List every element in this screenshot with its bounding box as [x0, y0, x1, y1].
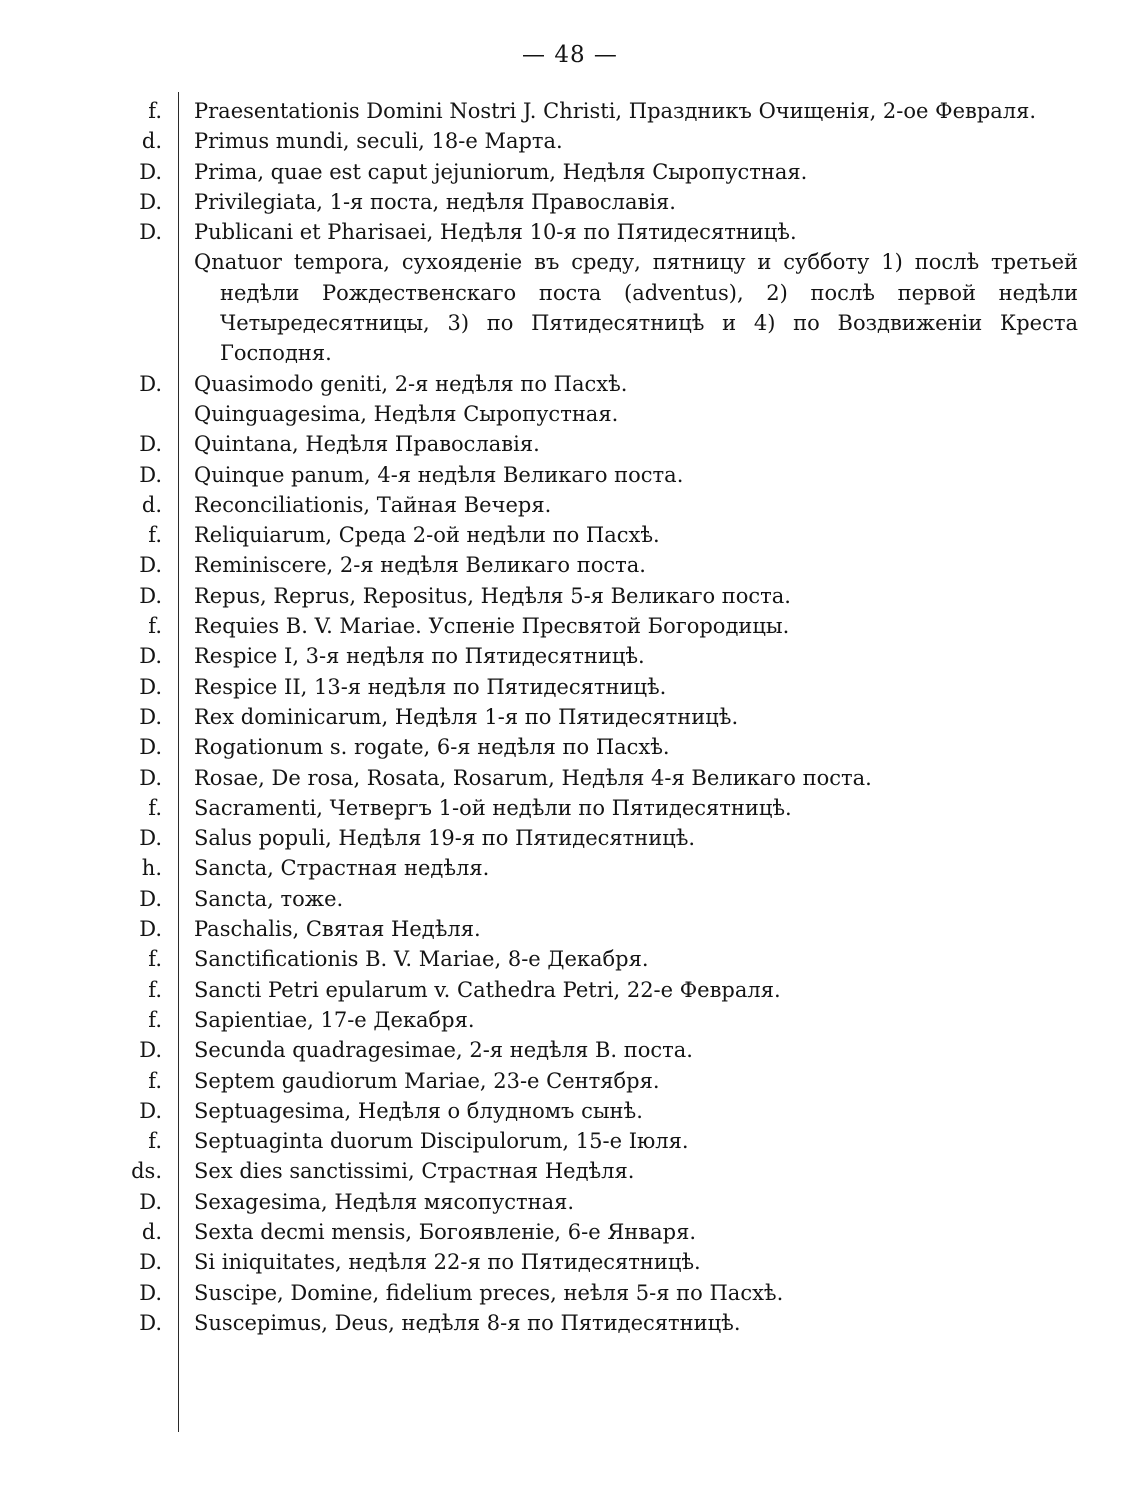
entry-abbreviation: D.: [139, 644, 162, 669]
entry-abbreviation: f.: [148, 99, 162, 123]
entry-row: [0, 520, 1140, 550]
entry-text: Sacramenti, Четвергъ 1-ой недѣли по Пятидесятницѣ.: [194, 795, 792, 820]
entry-text: Sexagesima, Недѣля мясопустная.: [194, 1189, 575, 1214]
entry-row: [0, 1217, 1140, 1247]
entry-abbreviation: D.: [139, 371, 162, 396]
entry-text: Rosae, De rosa, Rosata, Rosarum, Недѣля 4-я Великаго поста.: [194, 765, 872, 790]
entry-abbreviation: f.: [148, 795, 162, 820]
entry-abbreviation: D.: [139, 432, 162, 457]
entry-abbreviation: D.: [139, 220, 162, 245]
entry-row: [0, 247, 1140, 368]
entry-abbreviation: D.: [139, 1310, 162, 1335]
entry-row: [0, 460, 1140, 490]
entry-abbreviation: D.: [139, 735, 162, 760]
entry-text: Quasimodo geniti, 2-я недѣля по Пасхѣ.: [194, 371, 628, 396]
entry-row: [0, 1066, 1140, 1096]
entry-row: [0, 1096, 1140, 1126]
entry-text: Prima, quae est caput jejuniorum, Недѣля Сыропустная.: [194, 159, 808, 184]
entry-text: Quinque panum, 4-я недѣля Великаго поста.: [194, 462, 684, 487]
entry-text: Salus populi, Недѣля 19-я по Пятидесятницѣ.: [194, 826, 696, 851]
entry-abbreviation: d.: [141, 492, 162, 517]
entry-abbreviation: D.: [139, 704, 162, 729]
entry-text: Publicani et Pharisaei, Недѣля 10-я по Пятидесятницѣ.: [194, 220, 797, 245]
entry-text: Secunda quadragesimae, 2-я недѣля В. поста.: [194, 1038, 693, 1063]
entry-text: Privilegiata, 1-я поста, недѣля Православія.: [194, 189, 676, 214]
entry-abbreviation: ds.: [131, 1159, 162, 1184]
entry-row: [0, 581, 1140, 611]
entry-row: [0, 96, 1140, 126]
entry-text: Sancti Petri epularum v. Cathedra Petri, 22-е Февраля.: [194, 977, 781, 1002]
entry-row: [0, 126, 1140, 156]
entry-row: [0, 490, 1140, 520]
entry-row: [0, 550, 1140, 580]
entry-abbreviation: D.: [139, 462, 162, 487]
entry-row: [0, 793, 1140, 823]
entry-abbreviation: D.: [139, 674, 162, 699]
entry-row: [0, 1156, 1140, 1186]
entry-text: Quinguagesima, Недѣля Сыропустная.: [194, 401, 619, 426]
entry-text: Sapientiae, 17-е Декабря.: [194, 1007, 475, 1032]
entry-row: [0, 399, 1140, 429]
entry-abbreviation: D.: [139, 765, 162, 790]
entry-abbreviation: f.: [148, 1068, 162, 1093]
entry-text: Reminiscere, 2-я недѣля Великаго поста.: [194, 553, 646, 578]
entry-text: Paschalis, Святая Недѣля.: [194, 917, 481, 942]
entry-text: Septuagesima, Недѣля о блудномъ сынѣ.: [194, 1098, 643, 1123]
entry-abbreviation: D.: [139, 1098, 162, 1123]
entry-row: [0, 944, 1140, 974]
entry-abbreviation: f.: [148, 1129, 162, 1154]
entry-abbreviation: D.: [139, 159, 162, 184]
entry-abbreviation: f.: [148, 614, 162, 639]
entry-abbreviation: d.: [141, 1219, 162, 1244]
entry-row: [0, 914, 1140, 944]
entry-row: [0, 823, 1140, 853]
entry-row: [0, 1126, 1140, 1156]
entry-abbreviation: D.: [139, 1189, 162, 1214]
entry-abbreviation: f.: [148, 977, 162, 1002]
entry-row: [0, 672, 1140, 702]
entry-abbreviation: f.: [148, 523, 162, 548]
entry-row: [0, 187, 1140, 217]
entry-row: [0, 157, 1140, 187]
entry-text: Si iniquitates, недѣля 22-я по Пятидесятницѣ.: [194, 1250, 701, 1275]
entry-row: [0, 641, 1140, 671]
entry-text: Reliquiarum, Среда 2-ой недѣли по Пасхѣ.: [194, 523, 660, 548]
entry-abbreviation: D.: [139, 189, 162, 214]
entry-row: [0, 1005, 1140, 1035]
entry-text: Requies B. V. Mariae. Успеніе Пресвятой Богородицы.: [194, 614, 790, 639]
entry-text: Rex dominicarum, Недѣля 1-я по Пятидесятницѣ.: [194, 704, 739, 729]
entry-text: Qnatuor tempora, сухояденіе въ среду, пятницу и субботу 1) послѣ третьей недѣли Рождественскаго поста (adventus), 2) послѣ первой недѣли Четыредесятницы, 3) по Пятидесятницѣ и 4) по Воздвиженіи Креста Господня.: [194, 250, 1078, 366]
entry-abbreviation: D.: [139, 1250, 162, 1275]
entry-row: [0, 1247, 1140, 1277]
entry-text: Rogationum s. rogate, 6-я недѣля по Пасхѣ.: [194, 735, 670, 760]
entry-row: [0, 975, 1140, 1005]
entry-text: Septem gaudiorum Mariae, 23-е Сентября.: [194, 1068, 660, 1093]
entry-row: [0, 884, 1140, 914]
entry-row: [0, 217, 1140, 247]
entry-text: Quintana, Недѣля Православія.: [194, 432, 540, 457]
entry-text: Respice II, 13-я недѣля по Пятидесятницѣ.: [194, 674, 667, 699]
entry-abbreviation: f.: [148, 1007, 162, 1032]
entry-text: Sexta decmi mensis, Богоявленіе, 6-е Января.: [194, 1219, 696, 1244]
entry-text: Sex dies sanctissimi, Страстная Недѣля.: [194, 1159, 635, 1184]
entry-text: Repus, Reprus, Repositus, Недѣля 5-я Великаго поста.: [194, 583, 791, 608]
entry-text: Septuaginta duorum Discipulorum, 15-е Іюля.: [194, 1129, 689, 1154]
entry-row: [0, 853, 1140, 883]
entry-abbreviation: h.: [141, 856, 162, 881]
entry-abbreviation: f.: [148, 947, 162, 972]
entry-text: Primus mundi, seculi, 18-е Марта.: [194, 129, 563, 154]
entry-row: [0, 429, 1140, 459]
entry-text: Reconciliationis, Тайная Вечеря.: [194, 492, 552, 517]
page-number: — 48 —: [522, 42, 618, 68]
entry-list: [0, 96, 1140, 1338]
entry-row: [0, 1308, 1140, 1338]
entry-text: Praesentationis Domini Nostri J. Christi, Праздникъ Очищенія, 2-ое Февраля.: [194, 99, 1037, 123]
entry-row: [0, 1187, 1140, 1217]
entry-text: Suscepimus, Deus, недѣля 8-я по Пятидесятницѣ.: [194, 1310, 741, 1335]
entry-text: Sanctificationis B. V. Mariae, 8-е Декабря.: [194, 947, 649, 972]
entry-abbreviation: d.: [141, 129, 162, 154]
entry-row: [0, 763, 1140, 793]
entry-abbreviation: D.: [139, 917, 162, 942]
entry-abbreviation: D.: [139, 553, 162, 578]
entry-row: [0, 611, 1140, 641]
entry-row: [0, 702, 1140, 732]
entry-abbreviation: D.: [139, 1038, 162, 1063]
entry-text: Respice I, 3-я недѣля по Пятидесятницѣ.: [194, 644, 645, 669]
entry-row: [0, 732, 1140, 762]
entry-text: Sancta, тоже.: [194, 886, 344, 911]
entry-row: [0, 369, 1140, 399]
entry-abbreviation: D.: [139, 583, 162, 608]
entry-abbreviation: D.: [139, 1280, 162, 1305]
entry-row: [0, 1035, 1140, 1065]
entry-row: [0, 1278, 1140, 1308]
entry-text: Sancta, Страстная недѣля.: [194, 856, 490, 881]
entry-abbreviation: D.: [139, 886, 162, 911]
entry-text: Suscipe, Domine, fidelium preces, неѣля 5-я по Пасхѣ.: [194, 1280, 784, 1305]
entry-abbreviation: D.: [139, 826, 162, 851]
